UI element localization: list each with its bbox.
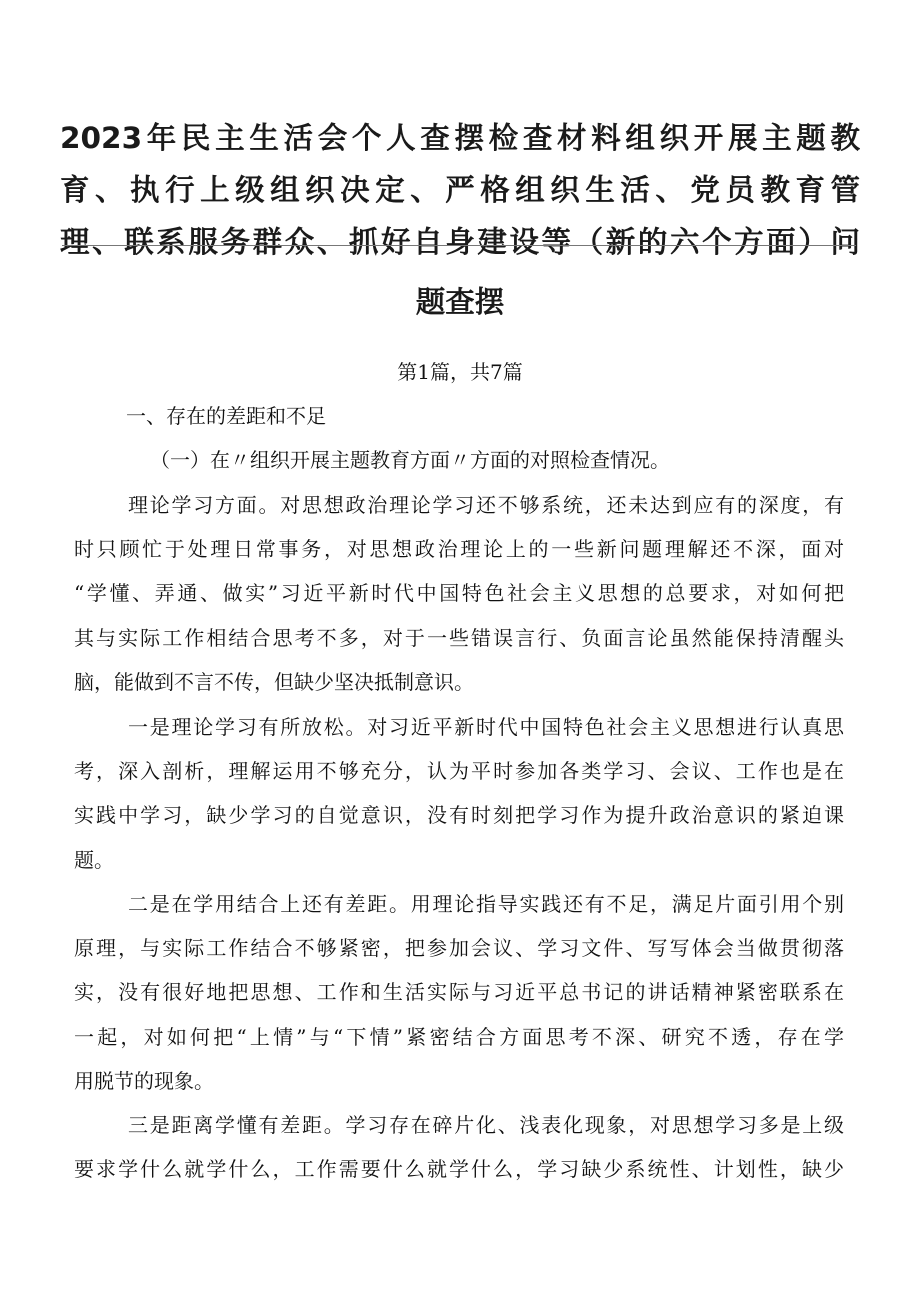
paragraph-line: 二是在学用结合上还有差距。用理论指导实践还有不足，满足片面引用个别: [128, 892, 844, 916]
paragraph-line: 时只顾忙于处理日常事务，对思想政治理论上的一些新问题理解还不深，面对: [74, 537, 844, 562]
paragraph: [74, 882, 844, 1103]
section-heading: 一、存在的差距和不足: [126, 404, 326, 428]
paragraph-line: “学懂、弄通、做实”习近平新时代中国特色社会主义思想的总要求，对如何把: [74, 581, 844, 606]
paragraph-line: 脑，能做到不言不传，但缺少坚决抵制意识。: [74, 669, 474, 694]
paragraph-line: 三是距离学懂有差距。学习存在碎片化、浅表化现象，对思想学习多是上级: [128, 1113, 844, 1137]
paragraph-line: 一是理论学习有所放松。对习近平新时代中国特色社会主义思想进行认真思: [128, 715, 844, 739]
title-line: 育、执行上级组织决定、严格组织生活、党员教育管: [60, 173, 860, 207]
subsection-heading: （一）在〃组织开展主题教育方面〃方面的对照检查情况。: [150, 448, 670, 472]
title-line: 理、联系服务群众、抓好自身建设等（新的六个方面）问: [60, 225, 860, 259]
paragraph: [74, 705, 844, 882]
title-line: 2023年民主生活会个人查摆检查材料组织开展主题教: [60, 121, 860, 155]
paragraph-line: 理论学习方面。对思想政治理论学习还不够系统，还未达到应有的深度，有: [128, 493, 844, 517]
document-title: [60, 112, 860, 328]
paragraph-line: 考，深入剖析，理解运用不够充分，认为平时参加各类学习、会议、工作也是在: [74, 759, 844, 784]
paragraph-line: 其与实际工作相结合思考不多，对于一些错误言行、负面言论虽然能保持清醒头: [74, 625, 844, 650]
paragraph-line: 实，没有很好地把思想、工作和生活实际与习近平总书记的讲话精神紧密联系在: [74, 980, 844, 1005]
title-divider: [62, 245, 856, 246]
paragraph-line: 题。: [74, 847, 114, 872]
paragraph: [74, 1103, 844, 1191]
paragraph-line: 原理，与实际工作结合不够紧密，把参加会议、学习文件、写写体会当做贯彻落: [74, 936, 844, 961]
paragraph-line: 实践中学习，缺少学习的自觉意识，没有时刻把学习作为提升政治意识的紧迫课: [74, 803, 844, 828]
page-counter: 第1篇，共7篇: [397, 360, 523, 384]
paragraph: [74, 483, 844, 704]
title-line: 题查摆: [415, 285, 505, 319]
paragraph-line: 要求学什么就学什么，工作需要什么就学什么，学习缺少系统性、计划性，缺少: [74, 1157, 844, 1182]
paragraph-line: 一起，对如何把“上情”与“下情”紧密结合方面思考不深、研究不透，存在学: [74, 1024, 844, 1049]
paragraph-line: 用脱节的现象。: [74, 1068, 214, 1093]
